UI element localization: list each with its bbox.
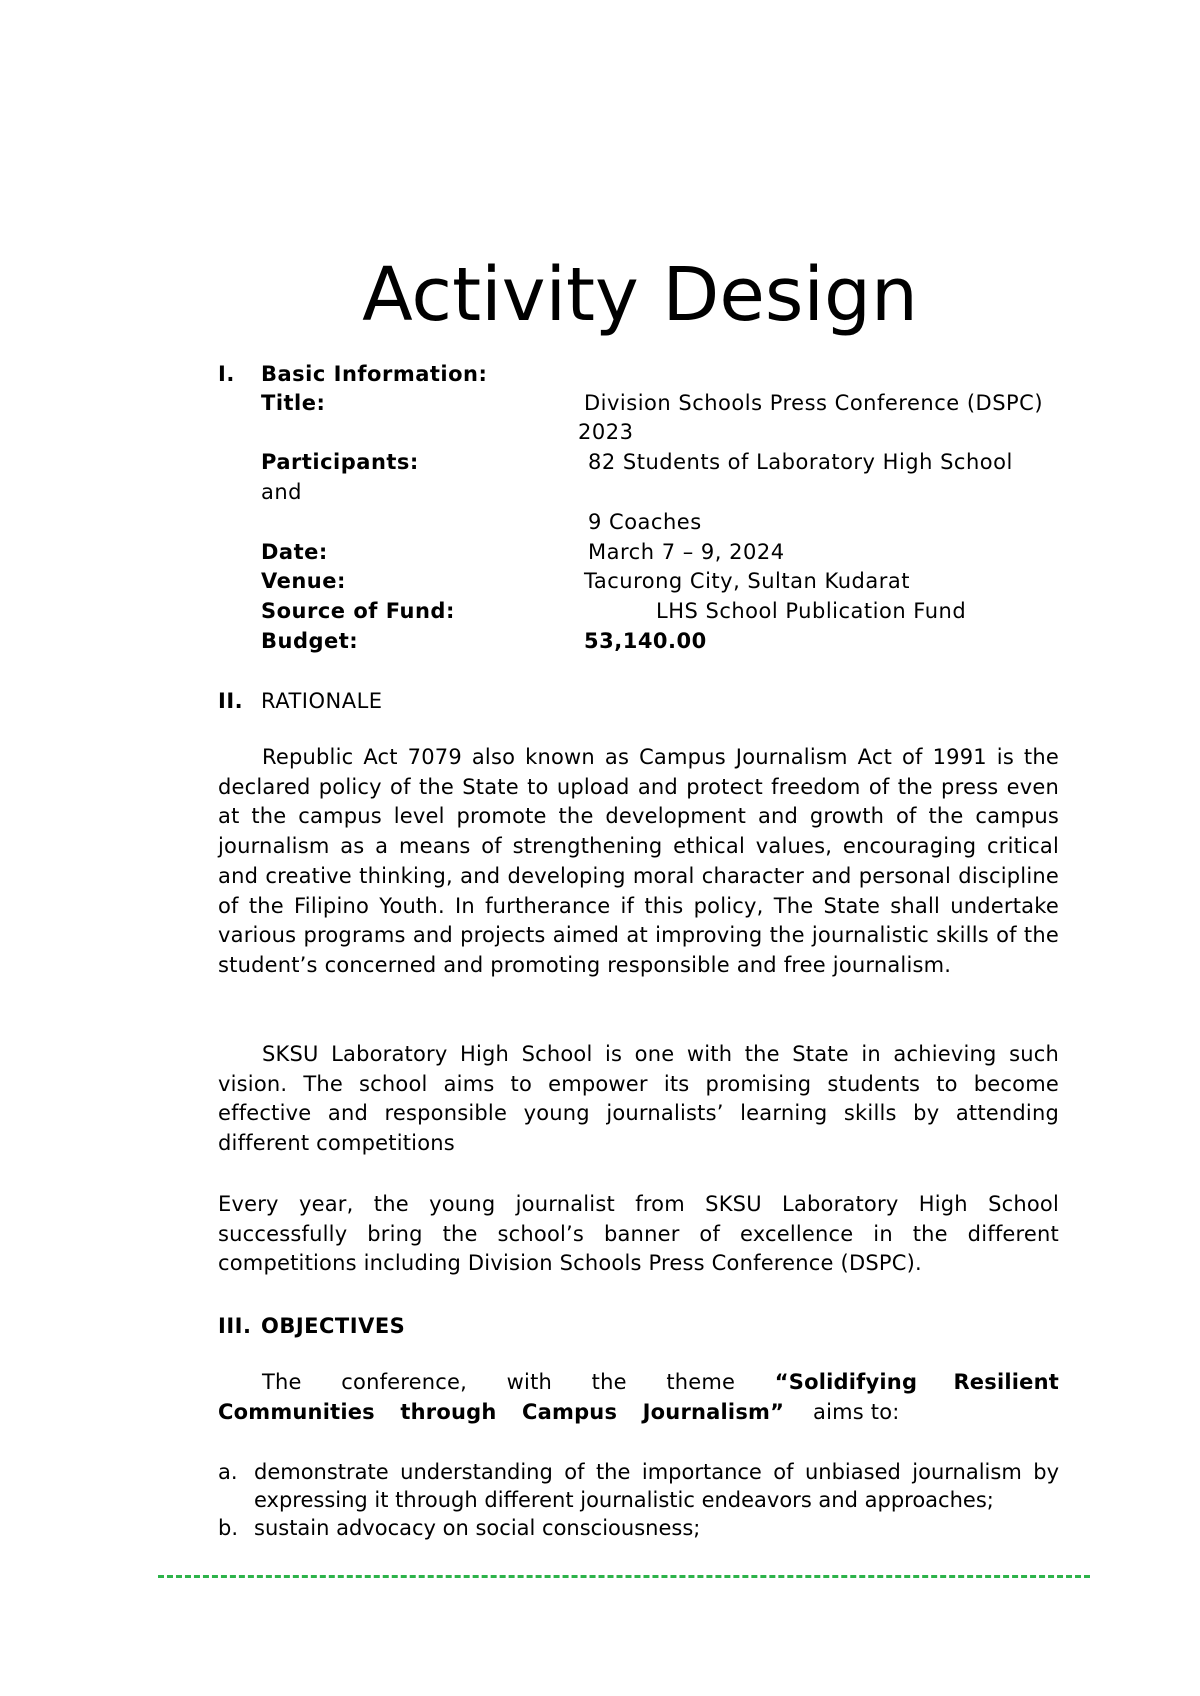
fund-value: LHS School Publication Fund bbox=[656, 599, 967, 623]
date-label: Date: bbox=[261, 540, 328, 564]
rationale-paragraph-3 bbox=[218, 1190, 1059, 1279]
section-1-heading: Basic Information: bbox=[261, 362, 488, 386]
section-3-number: III. bbox=[218, 1314, 252, 1338]
section-2-heading: RATIONALE bbox=[261, 689, 383, 713]
objectives-theme: “Solidifying Resilient Communities through Campus Journalism” bbox=[218, 1370, 1059, 1424]
title-label: Title: bbox=[261, 391, 326, 415]
participants-value-line2: 9 Coaches bbox=[588, 510, 702, 534]
title-value-line2: 2023 bbox=[578, 420, 634, 444]
rationale-paragraph-2-text: SKSU Laboratory High School is one with the State in achieving such vision. The school aims to empower its promising students to become effective and responsible young journalists’ learning skills by attending different competitions bbox=[218, 1042, 1059, 1156]
budget-label: Budget: bbox=[261, 629, 359, 653]
section-2-number: II. bbox=[218, 689, 244, 713]
section-3-heading: OBJECTIVES bbox=[261, 1314, 406, 1338]
list-item bbox=[218, 1514, 1059, 1542]
participants-label: Participants: bbox=[261, 450, 419, 474]
participants-and: and bbox=[261, 480, 303, 504]
objectives-intro bbox=[218, 1368, 1059, 1427]
document-title: Activity Design bbox=[362, 252, 918, 338]
rationale-paragraph-1 bbox=[218, 743, 1059, 981]
list-item bbox=[218, 1458, 1059, 1514]
venue-label: Venue: bbox=[261, 569, 346, 593]
venue-value: Tacurong City, Sultan Kudarat bbox=[584, 569, 910, 593]
objectives-list bbox=[218, 1458, 1059, 1542]
list-item-text: demonstrate understanding of the importance of unbiased journalism by expressing it through different journalistic endeavors and approaches; bbox=[254, 1460, 1059, 1512]
list-item-text: sustain advocacy on social consciousness; bbox=[254, 1516, 701, 1540]
rationale-paragraph-2 bbox=[218, 1040, 1059, 1159]
objectives-intro-prefix: The conference, with the theme bbox=[262, 1370, 736, 1394]
section-1-number: I. bbox=[218, 362, 235, 386]
title-value-line1: Division Schools Press Conference (DSPC) bbox=[584, 391, 1044, 415]
participants-value-line1: 82 Students of Laboratory High School bbox=[588, 450, 1013, 474]
list-item-marker: a. bbox=[218, 1460, 238, 1484]
rationale-paragraph-3-text: Every year, the young journalist from SKSU Laboratory High School successfully bring the school’s banner of excellence in the different competitions including Division Schools Press Conference (DSPC). bbox=[218, 1192, 1059, 1276]
fund-label: Source of Fund: bbox=[261, 599, 455, 623]
objectives-intro-suffix: aims to: bbox=[813, 1399, 900, 1424]
rationale-paragraph-1-text: Republic Act 7079 also known as Campus Journalism Act of 1991 is the declared policy of the State to upload and protect freedom of the press even at the campus level promote the development and growth of the campus journalism as a means of strengthening ethical values, encouraging critical and creative thinking, and developing moral character and personal discipline of the Filipino Youth. In furtherance if this policy, The State shall undertake various programs and projects aimed at improving the journalistic skills of the student’s concerned and promoting responsible and free journalism. bbox=[218, 745, 1059, 977]
list-item-marker: b. bbox=[218, 1516, 239, 1540]
page-break-divider bbox=[158, 1575, 1090, 1578]
date-value: March 7 – 9, 2024 bbox=[588, 540, 785, 564]
budget-value: 53,140.00 bbox=[584, 629, 707, 653]
